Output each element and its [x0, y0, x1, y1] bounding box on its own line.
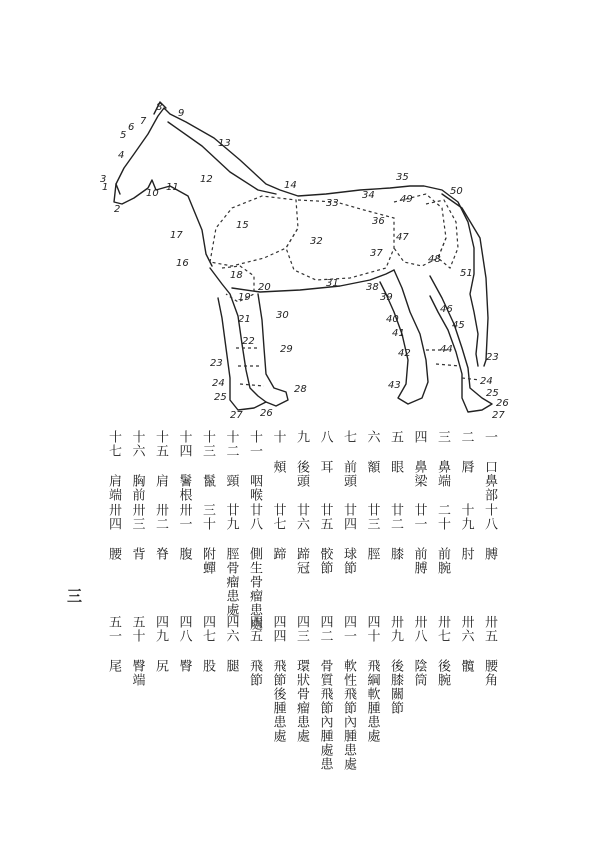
- legend-entry: 卅七 後腕: [435, 615, 450, 687]
- legend-entry: 十六 胸前: [129, 430, 145, 502]
- tail-outline: [442, 194, 488, 366]
- fig-label-48: 48: [428, 254, 441, 265]
- legend-entry: 五 眼: [388, 430, 403, 474]
- legend-entry: 九 後頭: [294, 430, 309, 488]
- legend-entry: 四一 軟性飛節內腫患處: [341, 615, 356, 771]
- fig-label-6: 6: [128, 122, 135, 133]
- legend-entry: 四 鼻梁: [411, 430, 427, 488]
- fig-label-9: 9: [178, 108, 185, 119]
- fig-label-27: 27: [230, 410, 243, 421]
- fig-label-50: 50: [450, 186, 463, 197]
- legend-entry: 卅一 腹: [176, 503, 192, 561]
- legend-entry: 四三 環狀骨瘤患處: [294, 615, 309, 743]
- fig-label-21: 21: [238, 314, 251, 325]
- legend-entry: 一 口鼻部: [482, 430, 497, 502]
- fig-label-31: 31: [326, 278, 339, 289]
- legend-entry: 十八 膊: [482, 503, 497, 561]
- fig-label-11: 11: [166, 182, 179, 193]
- mane-line: [168, 122, 276, 194]
- legend-entry: 四七 股: [200, 615, 215, 673]
- fig-label-34: 34: [362, 190, 375, 201]
- fig-label-23b: 23: [486, 352, 499, 363]
- fig-label-25: 25: [214, 392, 227, 403]
- fig-label-28: 28: [294, 384, 307, 395]
- fig-label-7: 7: [140, 116, 147, 127]
- fig-label-32: 32: [310, 236, 323, 247]
- legend-entry: 二 脣: [458, 430, 474, 474]
- legend-entry: 二十 前腕: [435, 503, 450, 575]
- fig-label-25b: 25: [486, 388, 499, 399]
- horse-outline-jaw: [114, 180, 212, 266]
- legend-entry: 十七 肩端: [106, 430, 121, 502]
- legend-entry: 十 頰: [270, 430, 286, 474]
- fig-label-22: 22: [242, 336, 255, 347]
- legend-entry: 廿五 骹節: [317, 503, 333, 575]
- legend-entry: 四八 臀: [176, 615, 192, 673]
- fig-label-41: 41: [392, 328, 405, 339]
- legend-entry: 卅六 髖: [458, 615, 474, 673]
- legend-entry: 四四 飛節後腫患處: [270, 615, 286, 743]
- fig-label-15: 15: [236, 220, 249, 231]
- fig-label-1: 1: [102, 182, 109, 193]
- fig-label-44: 44: [440, 344, 453, 355]
- fig-label-17: 17: [170, 230, 183, 241]
- legend-entry: 廿三 脛: [364, 503, 380, 561]
- legend-entry: 卅二 脊: [153, 503, 168, 561]
- legend-entry: 卅四 腰: [106, 503, 121, 561]
- legend-entry: 三十 附蟬: [200, 503, 215, 575]
- legend-entry: 三 鼻端: [435, 430, 450, 488]
- legend-entry: 卅八 陰筒: [411, 615, 427, 687]
- legend-entry: 廿七 蹄: [270, 503, 286, 561]
- fig-label-42: 42: [398, 348, 411, 359]
- legend-entry: 八 耳: [317, 430, 333, 474]
- legend-entry: 四六 腿: [223, 615, 239, 673]
- fig-label-45: 45: [452, 320, 465, 331]
- legend-entry: 廿二 膝: [388, 503, 403, 561]
- legend-entry: 十五 肩: [153, 430, 168, 488]
- fig-label-46: 46: [440, 304, 453, 315]
- legend-entry: 十四 鬐根: [176, 430, 192, 502]
- legend-entry: 六 額: [364, 430, 380, 474]
- fig-label-5: 5: [120, 130, 127, 141]
- fig-label-20: 20: [258, 282, 271, 293]
- legend-entry: 廿六 蹄冠: [294, 503, 309, 575]
- legend-entry: 五十 臀端: [129, 615, 145, 687]
- legend-entry: 十二 頸: [223, 430, 239, 488]
- legend-entry: 四二 骨質飛節內腫處患: [317, 615, 333, 771]
- legend-entry: 四九 尻: [153, 615, 168, 673]
- fig-label-36: 36: [372, 216, 385, 227]
- legend-entry: 五一 尾: [106, 615, 121, 673]
- legend-entry: 廿八 側生骨瘤患處: [247, 503, 262, 631]
- fig-label-35: 35: [396, 172, 409, 183]
- fig-label-16: 16: [176, 258, 189, 269]
- fig-label-47: 47: [396, 232, 409, 243]
- legend-entry: 十一 咽喉: [247, 430, 262, 502]
- fig-label-51: 51: [460, 268, 473, 279]
- fig-label-19: 19: [238, 292, 251, 303]
- fig-label-23: 23: [210, 358, 223, 369]
- fig-label-30: 30: [276, 310, 289, 321]
- fig-label-12: 12: [200, 174, 213, 185]
- fig-label-10: 10: [146, 188, 159, 199]
- fig-label-2: 2: [114, 204, 121, 215]
- legend-entry: 廿一 前膊: [411, 503, 427, 575]
- fig-label-43: 43: [388, 380, 401, 391]
- fig-label-49: 49: [400, 194, 413, 205]
- fig-label-24: 24: [212, 378, 225, 389]
- legend-entry: 廿九 脛骨瘤患處: [223, 503, 239, 617]
- horse-diagram: [90, 98, 530, 428]
- region-shoulder: [210, 196, 298, 266]
- legend-entry: 四五 飛節: [247, 615, 262, 687]
- fig-label-39: 39: [380, 292, 393, 303]
- fig-label-27b: 27: [492, 410, 505, 421]
- fig-label-40: 40: [386, 314, 399, 325]
- fig-label-38: 38: [366, 282, 379, 293]
- legend-entry: 七 前頭: [341, 430, 356, 488]
- page-number: 三: [65, 588, 83, 603]
- fig-label-3: 3: [100, 174, 107, 185]
- fig-label-33: 33: [326, 198, 339, 209]
- fig-label-4: 4: [118, 150, 125, 161]
- legend-entry: 十三 鬣: [200, 430, 215, 488]
- region-body: [286, 200, 394, 280]
- legend-entry: 廿四 球節: [341, 503, 356, 575]
- fig-label-24b: 24: [480, 376, 493, 387]
- legend-entry: 四十 飛綱軟腫患處: [364, 615, 380, 743]
- fig-label-13: 13: [218, 138, 231, 149]
- fig-label-37: 37: [370, 248, 383, 259]
- fig-label-26b: 26: [496, 398, 509, 409]
- fig-label-26: 26: [260, 408, 273, 419]
- legend-entry: 卅五 腰角: [482, 615, 497, 687]
- legend-entry: 卅九 後膝關節: [388, 615, 403, 715]
- legend-entry: 十九 肘: [458, 503, 474, 561]
- fig-label-8: 8: [156, 102, 163, 113]
- legend-entry: 卅三 背: [129, 503, 145, 561]
- fig-label-29: 29: [280, 344, 293, 355]
- fig-label-14: 14: [284, 180, 297, 191]
- fig-label-18: 18: [230, 270, 243, 281]
